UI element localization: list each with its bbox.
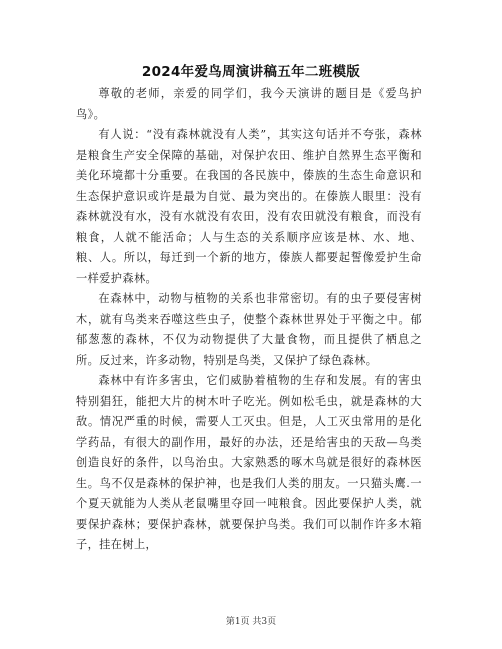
paragraph-greeting: 尊敬的老师，亲爱的同学们，我今天演讲的题目是《爱鸟护鸟》。 xyxy=(76,87,422,121)
paragraph-animals-plants: 在森林中，动物与植物的关系也非常密切。有的虫子要侵害树木，就有鸟类来吞噬这些虫子，使整个森林世界处于平衡之中。郁郁葱葱的森林，不仅为动物提供了大量食物，而且提供了栖息之所。反过来，许多动物，特别是鸟类，又保护了绿色森林。 xyxy=(76,292,422,367)
paragraph-forest-importance: 有人说：“没有森林就没有人类”，其实这句话并不夸张，森林是粮食生产安全保障的基础，对保护农田、维护自然界生态平衡和美化环境都十分重要。在我国的各民族中，傣族的生态生命意识和生态保护意识或许是最为自觉、最为突出的。在傣族人眼里：没有森林就没有水，没有水就没有农田，没有农田就没有粮食，而没有粮食，人就不能活命；人与生态的关系顺序应该是林、水、地、粮、人。所以，每迁到一个新的地方，傣族人都要起誓像爱护生命一样爱护森林。 xyxy=(76,128,422,285)
paragraph-pests-birds: 森林中有许多害虫，它们威胁着植物的生存和发展。有的害虫特别猖狂，能把大片的树木叶子吃光。例如松毛虫，就是森林的大敌。情况严重的时候，需要人工灭虫。但是，人工灭虫常用的是化学药品，有很大的副作用，最好的办法，还是给害虫的天敌—鸟类创造良好的条件，以鸟治虫。大家熟悉的啄木鸟就是很好的森林医生。鸟不仅是森林的保护神，也是我们人类的朋友。一只猫头鹰.一个夏天就能为人类从老鼠嘴里夺回一吨粮食。因此要保护人类，就要保护森林；要保护森林，就要保护鸟类。我们可以制作许多木箱子，挂在树上， xyxy=(76,374,422,551)
document-title: 2024年爱鸟周演讲稿五年二班模版 xyxy=(141,64,361,80)
page-number: 第1页 共3页 xyxy=(225,617,277,627)
document-body xyxy=(76,84,422,556)
